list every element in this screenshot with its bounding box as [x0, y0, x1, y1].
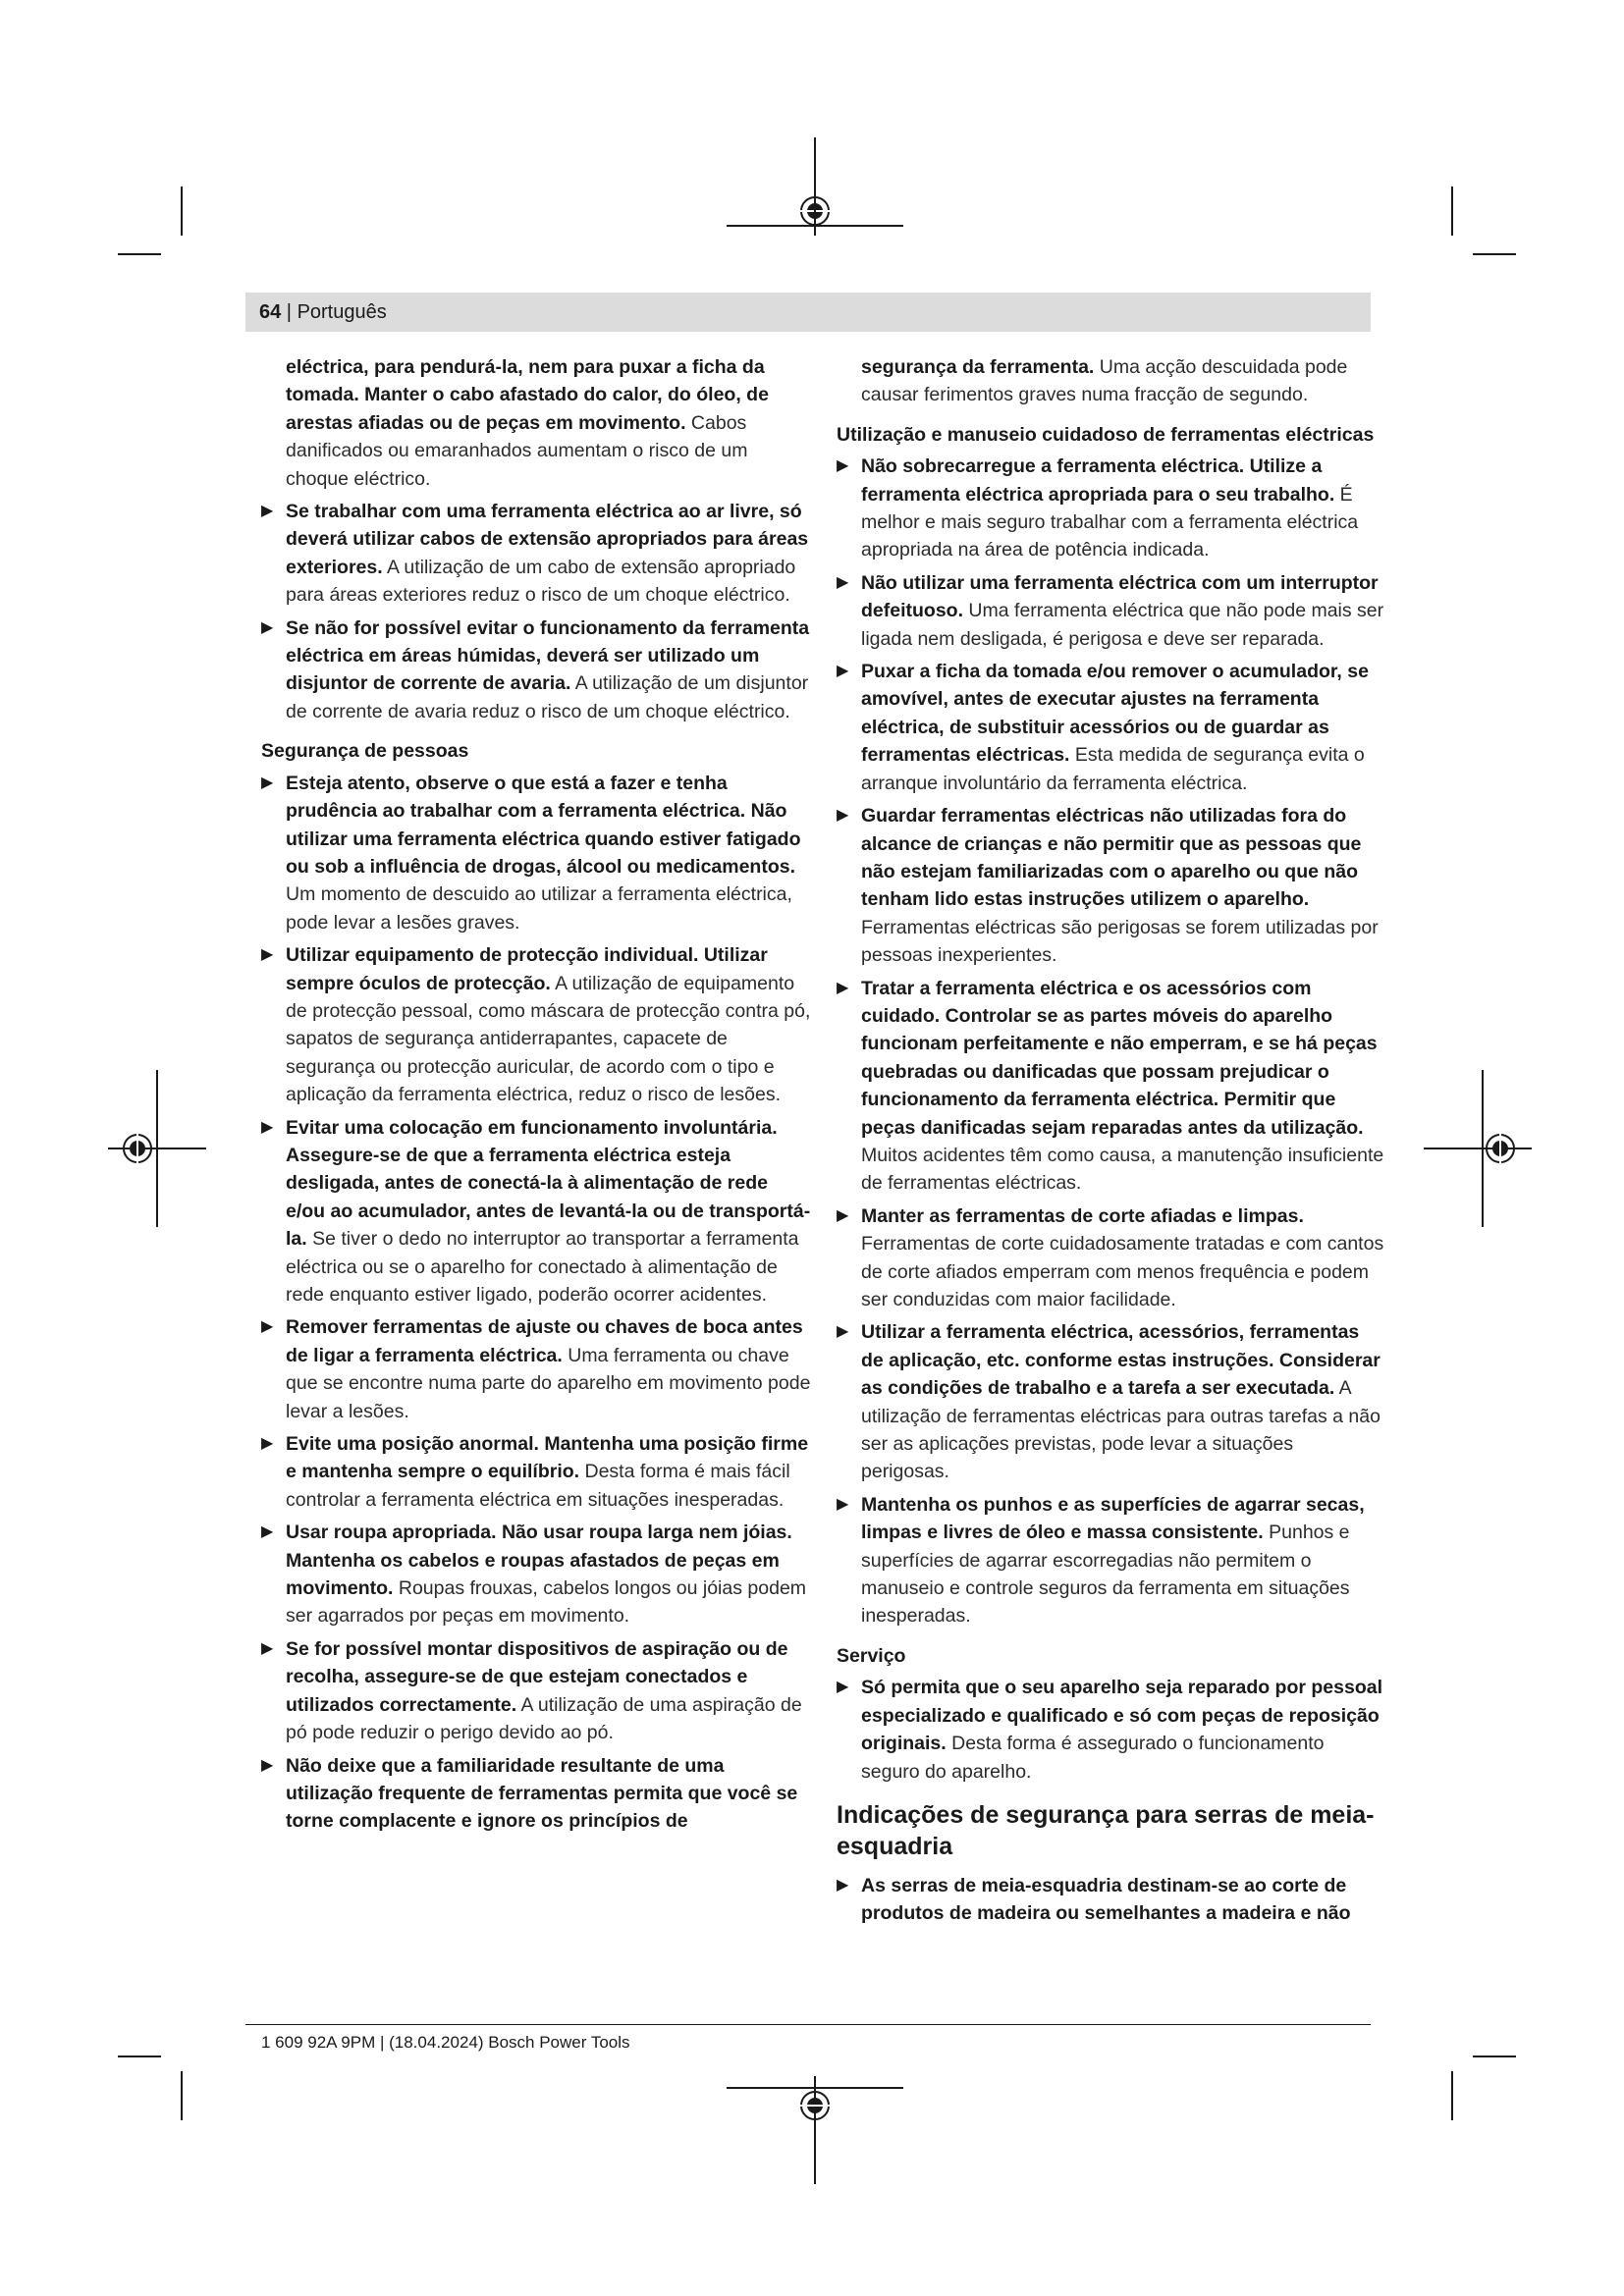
bullet-triangle-icon: ▶: [837, 807, 849, 825]
safety-instruction-item: [837, 1202, 1386, 1314]
section-subheading: Segurança de pessoas: [261, 740, 469, 763]
page-header: [245, 293, 1371, 332]
right-column: [837, 353, 1386, 1933]
instruction-bold-text: Se trabalhar com uma ferramenta eléctrica ao ar livre, só deverá utilizar cabos de extensão apropriados para áreas exteriores.: [286, 501, 809, 578]
instruction-bold-text: eléctrica, para pendurá-la, nem para puxar a ficha da tomada. Manter o cabo afastado do calor, do óleo, de arestas afiadas ou de peças em movimento.: [286, 356, 769, 434]
instruction-explanation-text: Roupas frouxas, cabelos longos ou jóias podem ser agarrados por peças em movimento.: [286, 1577, 807, 1628]
bullet-triangle-icon: ▶: [261, 946, 274, 964]
safety-instruction-item: [837, 453, 1386, 564]
bullet-triangle-icon: ▶: [261, 1756, 274, 1774]
section-subheading: Utilização e manuseio cuidadoso de ferramentas eléctricas: [837, 423, 1375, 446]
instruction-explanation-text: A utilização de ferramentas eléctricas para outras tarefas a não ser as aplicações previstas, pode levar a situações perigosas.: [861, 1377, 1380, 1483]
bullet-triangle-icon: ▶: [837, 1679, 849, 1696]
instruction-explanation-text: Esta medida de segurança evita o arranque involuntário da ferramenta eléctrica.: [861, 744, 1365, 794]
header-language: Português: [297, 301, 387, 323]
instruction-explanation-text: Desta forma é mais fácil controlar a ferramenta eléctrica em situações inesperadas.: [286, 1461, 790, 1511]
safety-instruction-item: [837, 1872, 1386, 1928]
safety-instruction-item: [261, 498, 811, 610]
safety-instruction-item: [261, 1519, 811, 1630]
bullet-triangle-icon: ▶: [261, 1118, 274, 1136]
bullet-triangle-icon: ▶: [261, 1435, 274, 1453]
safety-instruction-item: [261, 770, 811, 936]
header-separator: |: [281, 301, 298, 323]
crop-mark: [181, 2071, 183, 2120]
crop-mark: [1451, 2071, 1453, 2120]
continued-paragraph: [261, 353, 811, 493]
instruction-bold-text: Não deixe que a familiaridade resultante de uma utilização frequente de ferramentas permita que você se torne complacente e ignore os princípios de: [286, 1754, 798, 1833]
page-number: 64: [259, 301, 282, 323]
crop-mark: [118, 2056, 161, 2057]
safety-instruction-item: [261, 1430, 811, 1514]
bullet-triangle-icon: ▶: [261, 1318, 274, 1336]
bullet-triangle-icon: ▶: [837, 1206, 849, 1224]
left-column: [261, 353, 811, 1841]
instruction-bold-text: Utilizar a ferramenta eléctrica, acessórios, ferramentas de aplicação, etc. conforme estas instruções. Considerar as condições de trabalho e a tarefa a ser executada.: [861, 1321, 1380, 1400]
instruction-explanation-text: Uma ferramenta eléctrica que não pode mais ser ligada nem desligada, é perigosa e deve ser reparada.: [861, 600, 1384, 650]
safety-instruction-item: [837, 1318, 1386, 1485]
instruction-bold-text: Esteja atento, observe o que está a fazer e tenha prudência ao trabalhar com a ferramenta eléctrica. Não utilizar uma ferramenta eléctrica quando estiver fatigado ou sob a influência de drogas, álcool ou medicamentos.: [286, 772, 801, 878]
instruction-explanation-text: A utilização de equipamento de protecção pessoal, como máscara de protecção contra pó, sapatos de segurança antiderrapantes, capacete de segurança ou protecção auricular, de acordo com o tipo e aplicação da ferramenta eléctrica, reduz o risco de lesões.: [286, 972, 811, 1106]
registration-mark-icon: [727, 137, 903, 236]
crop-mark: [181, 187, 183, 236]
safety-instruction-item: [837, 569, 1386, 653]
safety-instruction-item: [261, 1313, 811, 1425]
crop-mark: [1473, 2056, 1516, 2057]
instruction-bold-text: Tratar a ferramenta eléctrica e os acessórios com cuidado. Controlar se as partes móveis do aparelho funcionam perfeitamente e não emperram, e se há peças quebradas ou danificadas que possam prejudicar o funcionamento da ferramenta eléctrica. Permitir que peças danificadas sejam reparadas antes da utilização.: [861, 977, 1378, 1139]
instruction-bold-text: Só permita que o seu aparelho seja reparado por pessoal especializado e qualificado e só com peças de reposição originais.: [861, 1677, 1383, 1755]
bullet-triangle-icon: ▶: [837, 457, 849, 475]
instruction-explanation-text: Punhos e superfícies de agarrar escorregadias não permitem o manuseio e controle seguros da ferramenta em situações inesperadas.: [861, 1522, 1350, 1628]
instruction-bold-text: Evitar uma colocação em funcionamento involuntária. Assegure-se de que a ferramenta eléctrica esteja desligada, antes de conectá-la à alimentação de rede e/ou ao acumulador, antes de levantá-la ou de transportá-la.: [286, 1116, 811, 1251]
instruction-explanation-text: A utilização de um cabo de extensão apropriado para áreas exteriores reduz o risco de um choque eléctrico.: [286, 556, 796, 607]
instruction-bold-text: Manter as ferramentas de corte afiadas e limpas.: [861, 1204, 1304, 1227]
instruction-bold-text: As serras de meia-esquadria destinam-se ao corte de produtos de madeira ou semelhantes a madeira e não: [861, 1874, 1351, 1925]
instruction-explanation-text: Ferramentas de corte cuidadosamente tratadas e com cantos de corte afiados emperram com menos frequência e podem ser conduzidas com maior facilidade.: [861, 1233, 1384, 1310]
bullet-triangle-icon: ▶: [837, 979, 849, 996]
bullet-triangle-icon: ▶: [261, 774, 274, 791]
safety-instruction-item: [837, 802, 1386, 969]
footer-rule: [245, 2024, 1371, 2025]
safety-instruction-item: [261, 1752, 811, 1836]
instruction-explanation-text: É melhor e mais seguro trabalhar com a ferramenta eléctrica apropriada na área de potência indicada.: [861, 483, 1359, 561]
instruction-explanation-text: Cabos danificados ou emaranhados aumentam o risco de um choque eléctrico.: [286, 411, 748, 490]
instruction-bold-text: Se for possível montar dispositivos de aspiração ou de recolha, assegure-se de que estejam conectados e utilizados correctamente.: [286, 1637, 788, 1716]
safety-instruction-item: [261, 941, 811, 1108]
safety-instruction-item: [837, 1674, 1386, 1786]
instruction-bold-text: Não utilizar uma ferramenta eléctrica com um interruptor defeituoso.: [861, 571, 1379, 622]
safety-instruction-item: [261, 614, 811, 726]
instruction-bold-text: Mantenha os punhos e as superfícies de agarrar secas, limpas e livres de óleo e massa consistente.: [861, 1493, 1365, 1544]
bullet-triangle-icon: ▶: [837, 573, 849, 591]
instruction-bold-text: Remover ferramentas de ajuste ou chaves de boca antes de ligar a ferramenta eléctrica.: [286, 1316, 803, 1366]
safety-instruction-item: [837, 658, 1386, 797]
bullet-triangle-icon: ▶: [837, 1876, 849, 1894]
bullet-triangle-icon: ▶: [261, 1523, 274, 1541]
footer-text: 1 609 92A 9PM | (18.04.2024) Bosch Power Tools: [261, 2033, 630, 2052]
registration-mark-icon: [727, 2076, 903, 2184]
instruction-bold-text: segurança da ferramenta.: [861, 356, 1095, 378]
bullet-triangle-icon: ▶: [261, 1639, 274, 1657]
registration-mark-icon: [108, 1070, 206, 1227]
safety-instruction-item: [261, 1114, 811, 1309]
instruction-explanation-text: A utilização de uma aspiração de pó pode reduzir o perigo devido ao pó.: [286, 1693, 802, 1744]
bullet-triangle-icon: ▶: [261, 503, 274, 520]
instruction-explanation-text: Uma ferramenta ou chave que se encontre numa parte do aparelho em movimento pode levar a lesões.: [286, 1344, 811, 1422]
instruction-bold-text: Guardar ferramentas eléctricas não utilizadas fora do alcance de crianças e não permitir que as pessoas que não estejam familiarizadas com o aparelho ou que não tenham lido estas instruções utilizem o aparelho.: [861, 805, 1362, 911]
instruction-bold-text: Puxar a ficha da tomada e/ou remover o acumulador, se amovível, antes de executar ajustes na ferramenta eléctrica, de substituir acessórios ou de guardar as ferramentas eléctricas.: [861, 661, 1369, 767]
instruction-explanation-text: Muitos acidentes têm como causa, a manutenção insuficiente de ferramentas eléctricas.: [861, 1144, 1384, 1195]
safety-instruction-item: [837, 975, 1386, 1198]
bullet-triangle-icon: ▶: [837, 1495, 849, 1513]
header-text: [259, 299, 387, 325]
safety-instruction-item: [837, 1491, 1386, 1630]
instruction-bold-text: Evite uma posição anormal. Mantenha uma posição firme e mantenha sempre o equilíbrio.: [286, 1433, 809, 1483]
instruction-bold-text: Utilizar equipamento de protecção individual. Utilizar sempre óculos de protecção.: [286, 944, 768, 994]
instruction-explanation-text: Uma acção descuidada pode causar ferimentos graves numa fracção de segundo.: [861, 356, 1348, 406]
crop-mark: [1473, 253, 1516, 255]
bullet-triangle-icon: ▶: [837, 1323, 849, 1341]
bullet-triangle-icon: ▶: [261, 618, 274, 636]
section-subheading: Serviço: [837, 1644, 906, 1667]
instruction-bold-text: Usar roupa apropriada. Não usar roupa larga nem jóias. Mantenha os cabelos e roupas afastados de peças em movimento.: [286, 1522, 792, 1600]
section-heading: Indicações de segurança para serras de meia-esquadria: [837, 1800, 1375, 1860]
continued-paragraph: [837, 353, 1386, 409]
instruction-bold-text: Não sobrecarregue a ferramenta eléctrica. Utilize a ferramenta eléctrica apropriada para o seu trabalho.: [861, 455, 1335, 506]
instruction-explanation-text: Desta forma é assegurado o funcionamento seguro do aparelho.: [861, 1733, 1325, 1783]
crop-mark: [118, 253, 161, 255]
registration-mark-icon: [1424, 1070, 1532, 1227]
crop-mark: [1451, 187, 1453, 236]
bullet-triangle-icon: ▶: [837, 663, 849, 680]
instruction-explanation-text: A utilização de um disjuntor de corrente de avaria reduz o risco de um choque eléctrico.: [286, 672, 809, 722]
safety-instruction-item: [261, 1635, 811, 1747]
instruction-explanation-text: Um momento de descuido ao utilizar a ferramenta eléctrica, pode levar a lesões graves.: [286, 883, 792, 934]
instruction-bold-text: Se não for possível evitar o funcionamento da ferramenta eléctrica em áreas húmidas, deverá ser utilizado um disjuntor de corrente de avaria.: [286, 616, 810, 695]
instruction-explanation-text: Ferramentas eléctricas são perigosas se forem utilizadas por pessoas inexperientes.: [861, 916, 1379, 967]
instruction-explanation-text: Se tiver o dedo no interruptor ao transportar a ferramenta eléctrica ou se o aparelho for conectado à alimentação de rede enquanto estiver ligado, poderão ocorrer acidentes.: [286, 1228, 799, 1306]
